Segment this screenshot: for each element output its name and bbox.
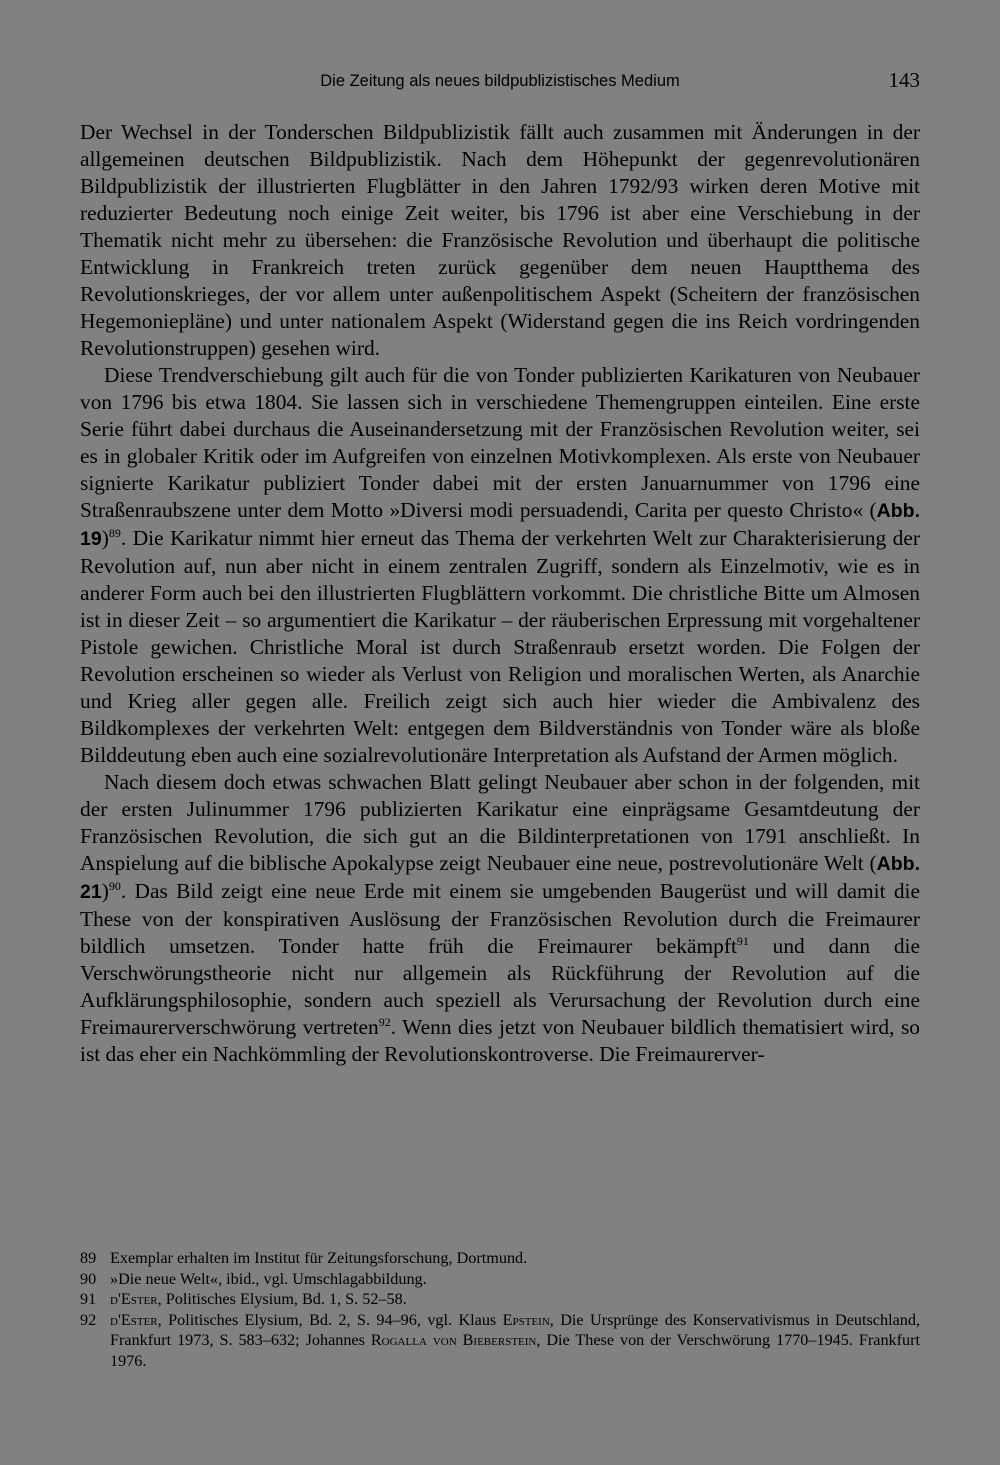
footnotes [80, 1248, 920, 1371]
paragraph-2-text-b: ) [101, 526, 109, 550]
footnote-ref-91: 91 [736, 934, 749, 948]
paragraph-3-text-a: Nach diesem doch etwas schwachen Blatt gelingt Neubauer aber schon in der folgenden, mit der ersten Julinummer 1796 publizierten Karikatur eine einprägsame Gesamtdeutung der Französischen Revolution, die sich gut an die Bildinterpretationen von 1791 anschließt. In Anspielung auf die biblische Apokalypse zeigt Neubauer eine neue, postrevolutionäre Welt ( [80, 770, 920, 875]
footnote-text-a: , Politisches Elysium, Bd. 2, S. 94–96, vgl. Klaus [157, 1310, 503, 1329]
paragraph-3 [80, 769, 920, 1068]
paragraph-1 [80, 119, 920, 362]
footnote-text: , Politisches Elysium, Bd. 1, S. 52–58. [157, 1290, 407, 1308]
page-header [80, 68, 920, 98]
footnote-author: d'Ester [110, 1290, 158, 1308]
paragraph-3-text-e: . Wenn dies jetzt von Neubauer bildlich thematisiert wird, so ist das eher ein Nachkömmling der Revolutionskontroverse. Die Freimaurerver- [80, 1015, 920, 1066]
paragraph-1-text: Der Wechsel in der Tonderschen Bildpublizistik fällt auch zusammen mit Änderungen in der allgemeinen deutschen Bildpublizistik. Nach dem Höhepunkt der gegenrevolutionären Bildpublizistik der illustrierten Flugblätter in den Jahren 1792/93 wirken deren Motive mit reduzierter Bedeutung noch einige Zeit weiter, bis 1796 ist aber eine Verschiebung in der Thematik nicht mehr zu übersehen: die Französische Revolution und überhaupt die politische Entwicklung in Frankreich treten zurück gegenüber dem neuen Hauptthema des Revolutionskrieges, der vor allem unter außenpolitischem Aspekt (Scheitern der französischen Hegemoniepläne) und unter nationalem Aspekt (Widerstand gegen die ins Reich vordringenden Revolutionstruppen) gesehen wird. [80, 120, 920, 360]
paragraph-2 [80, 362, 920, 769]
footnote-ref-89: 89 [108, 526, 121, 540]
footnote-author: d'Ester [110, 1310, 158, 1329]
footnote-text: »Die neue Welt«, ibid., vgl. Umschlagabbildung. [110, 1269, 427, 1288]
footnote-92 [80, 1310, 920, 1372]
footnote-ref-92: 92 [378, 1015, 391, 1029]
footnote-author-3: Rogalla von Bieberstein [370, 1331, 537, 1349]
footnote-number: 90 [80, 1269, 97, 1288]
paragraph-3-text-c: . Das Bild zeigt eine neue Erde mit einem sie umgebenden Baugerüst und will damit die These von der konspirativen Auslösung der Französischen Revolution durch die Freimaurer bildlich umsetzen. Tonder hatte früh die Freimaurer bekämpft [80, 879, 920, 958]
footnote-91 [80, 1289, 920, 1310]
footnote-number: 89 [80, 1249, 97, 1267]
running-head: Die Zeitung als neues bildpublizistisches Medium [320, 72, 680, 90]
footnote-text: Exemplar erhalten im Institut für Zeitungsforschung, Dortmund. [110, 1249, 528, 1267]
footnote-number: 91 [80, 1290, 97, 1308]
paragraph-3-text-d: und dann die Verschwörungstheorie nicht nur allgemein als Rückführung der Revolution auf die Aufklärungsphilosophie, sondern auch speziell als Verursachung der Revolution durch eine Freimaurerverschwörung vertreten [80, 934, 920, 1039]
page-number: 143 [888, 68, 920, 92]
paragraph-2-text-c: . Die Karikatur nimmt hier erneut das Thema der verkehrten Welt zur Charakterisierung der Revolution auf, nun aber nicht in einem zentralen Zugriff, sondern als Einzelmotiv, wie es in anderer Form auch bei den illustrierten Flugblättern vorkommt. Die christliche Bitte um Almosen ist in dieser Zeit – so argumentiert die Karikatur – der räuberischen Erpressung mit vorgehaltener Pistole gewichen. Christliche Moral ist durch Straßenraub ersetzt worden. Die Folgen der Revolution erscheinen so wieder als Verlust von Religion und moralischen Werten, als Anarchie und Krieg aller gegen alle. Freilich zeigt sich auch hier wieder die Ambivalenz des Bildkomplexes der verkehrten Welt: entgegen dem Bildverständnis von Tonder wäre als bloße Bilddeutung eben auch eine sozialrevolutionäre Interpretation als Aufstand der Armen möglich. [80, 526, 920, 767]
footnote-number: 92 [80, 1310, 97, 1329]
footnote-author-2: Epstein [502, 1310, 550, 1329]
figure-reference-21: Abb. 21 [80, 853, 920, 903]
footnote-90 [80, 1269, 920, 1290]
footnote-text-b: , Die Ursprünge des Konservativismus in Deutschland, Frankfurt 1973, S. 583–632; Johannes [110, 1310, 920, 1349]
footnote-89 [80, 1248, 920, 1269]
paragraph-2-text-a: Diese Trendverschiebung gilt auch für die von Tonder publizierten Karikaturen von Neubauer von 1796 bis etwa 1804. Sie lassen sich in verschiedene Themengruppen einteilen. Eine erste Serie führt dabei durchaus die Auseinandersetzung mit der Französischen Revolution weiter, sei es in globaler Kritik oder im Aufgreifen von einzelnen Motivkomplexen. Als erste von Neubauer signierte Karikatur publiziert Tonder dabei mit der ersten Januarnummer von 1796 eine Straßenraubszene unter dem Motto »Diversi modi persuadendi, Carita per questo Christo« ( [80, 363, 920, 522]
figure-reference-19: Abb. 19 [80, 500, 920, 550]
paragraph-3-text-b: ) [101, 879, 109, 903]
footnote-ref-90: 90 [108, 879, 121, 893]
footnote-text-c: , Die These von der Verschwörung 1770–1945. Frankfurt 1976. [110, 1331, 920, 1370]
body-text [80, 119, 920, 1068]
